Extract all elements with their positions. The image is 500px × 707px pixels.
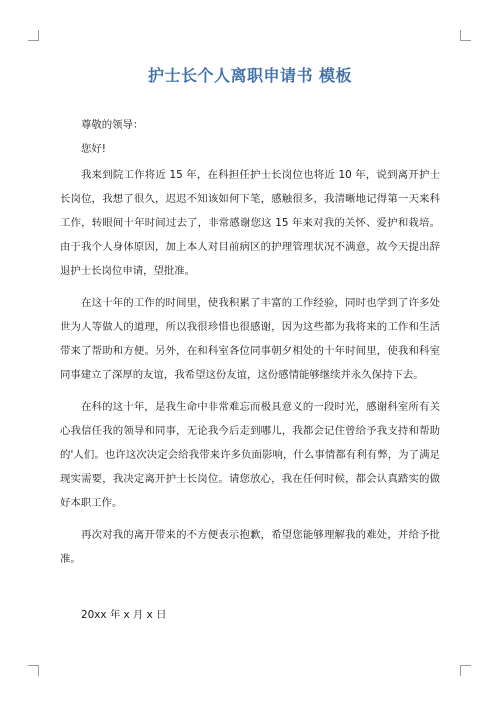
crop-mark-top-left xyxy=(28,30,39,41)
paragraph-3: 在科的这十年，是我生命中非常难忘而极具意义的一段时光，感谢科室所有关心我信任我的领导和同事，无论我今后走到哪儿，我都会记住曾给予我支持和帮助的'人们。也许这次决定会给我带来许多负面影响，什么事情都有利有弊，为了满足现实需要，我决定离开护士长岗位。请您放心，我在任何时候，都会认真踏实的做好本职工作。 xyxy=(60,401,440,509)
crop-mark-bottom-right xyxy=(460,665,471,676)
salutation: 尊敬的领导： xyxy=(81,119,144,131)
paragraph-1: 我来到院工作将近 15 年，在科担任护士长岗位也将近 10 年，说到离开护士长岗位，我想了很久，迟迟不知该如何下笔，感触很多，我清晰地记得第一天来科工作，转眼间十年时间过去了，非常感谢您这 15 年来对我的关怀、爱护和栽培。由于我个人身体原因，加上本人对目前病区的护理管理状况不满意，故今天提出辞退护士长岗位申请，望批准。 xyxy=(60,169,440,277)
paragraph-2: 在这十年的工作的时间里，使我积累了丰富的工作经验，同时也学到了许多处世为人等做人的道理，所以我很珍惜也很感谢，因为这些都为我将来的工作和生活带来了帮助和方便。另外，在和科室各位同事朝夕相处的十年时间里，使我和科室同事建立了深厚的友谊，我希望这份友谊，这份感情能够继续并永久保持下去。 xyxy=(60,297,440,381)
document-date: 20xx 年 x 月 x 日 xyxy=(81,609,167,621)
document-body xyxy=(60,113,440,627)
greeting: 您好! xyxy=(81,143,106,155)
crop-mark-top-right xyxy=(460,30,471,41)
document-title: 护士长个人离职申请书 模板 xyxy=(147,66,353,85)
crop-mark-bottom-left xyxy=(28,665,39,676)
paragraph-4: 再次对我的离开带来的不方便表示抱歉，希望您能够理解我的难处，并给予批准。 xyxy=(60,529,440,565)
